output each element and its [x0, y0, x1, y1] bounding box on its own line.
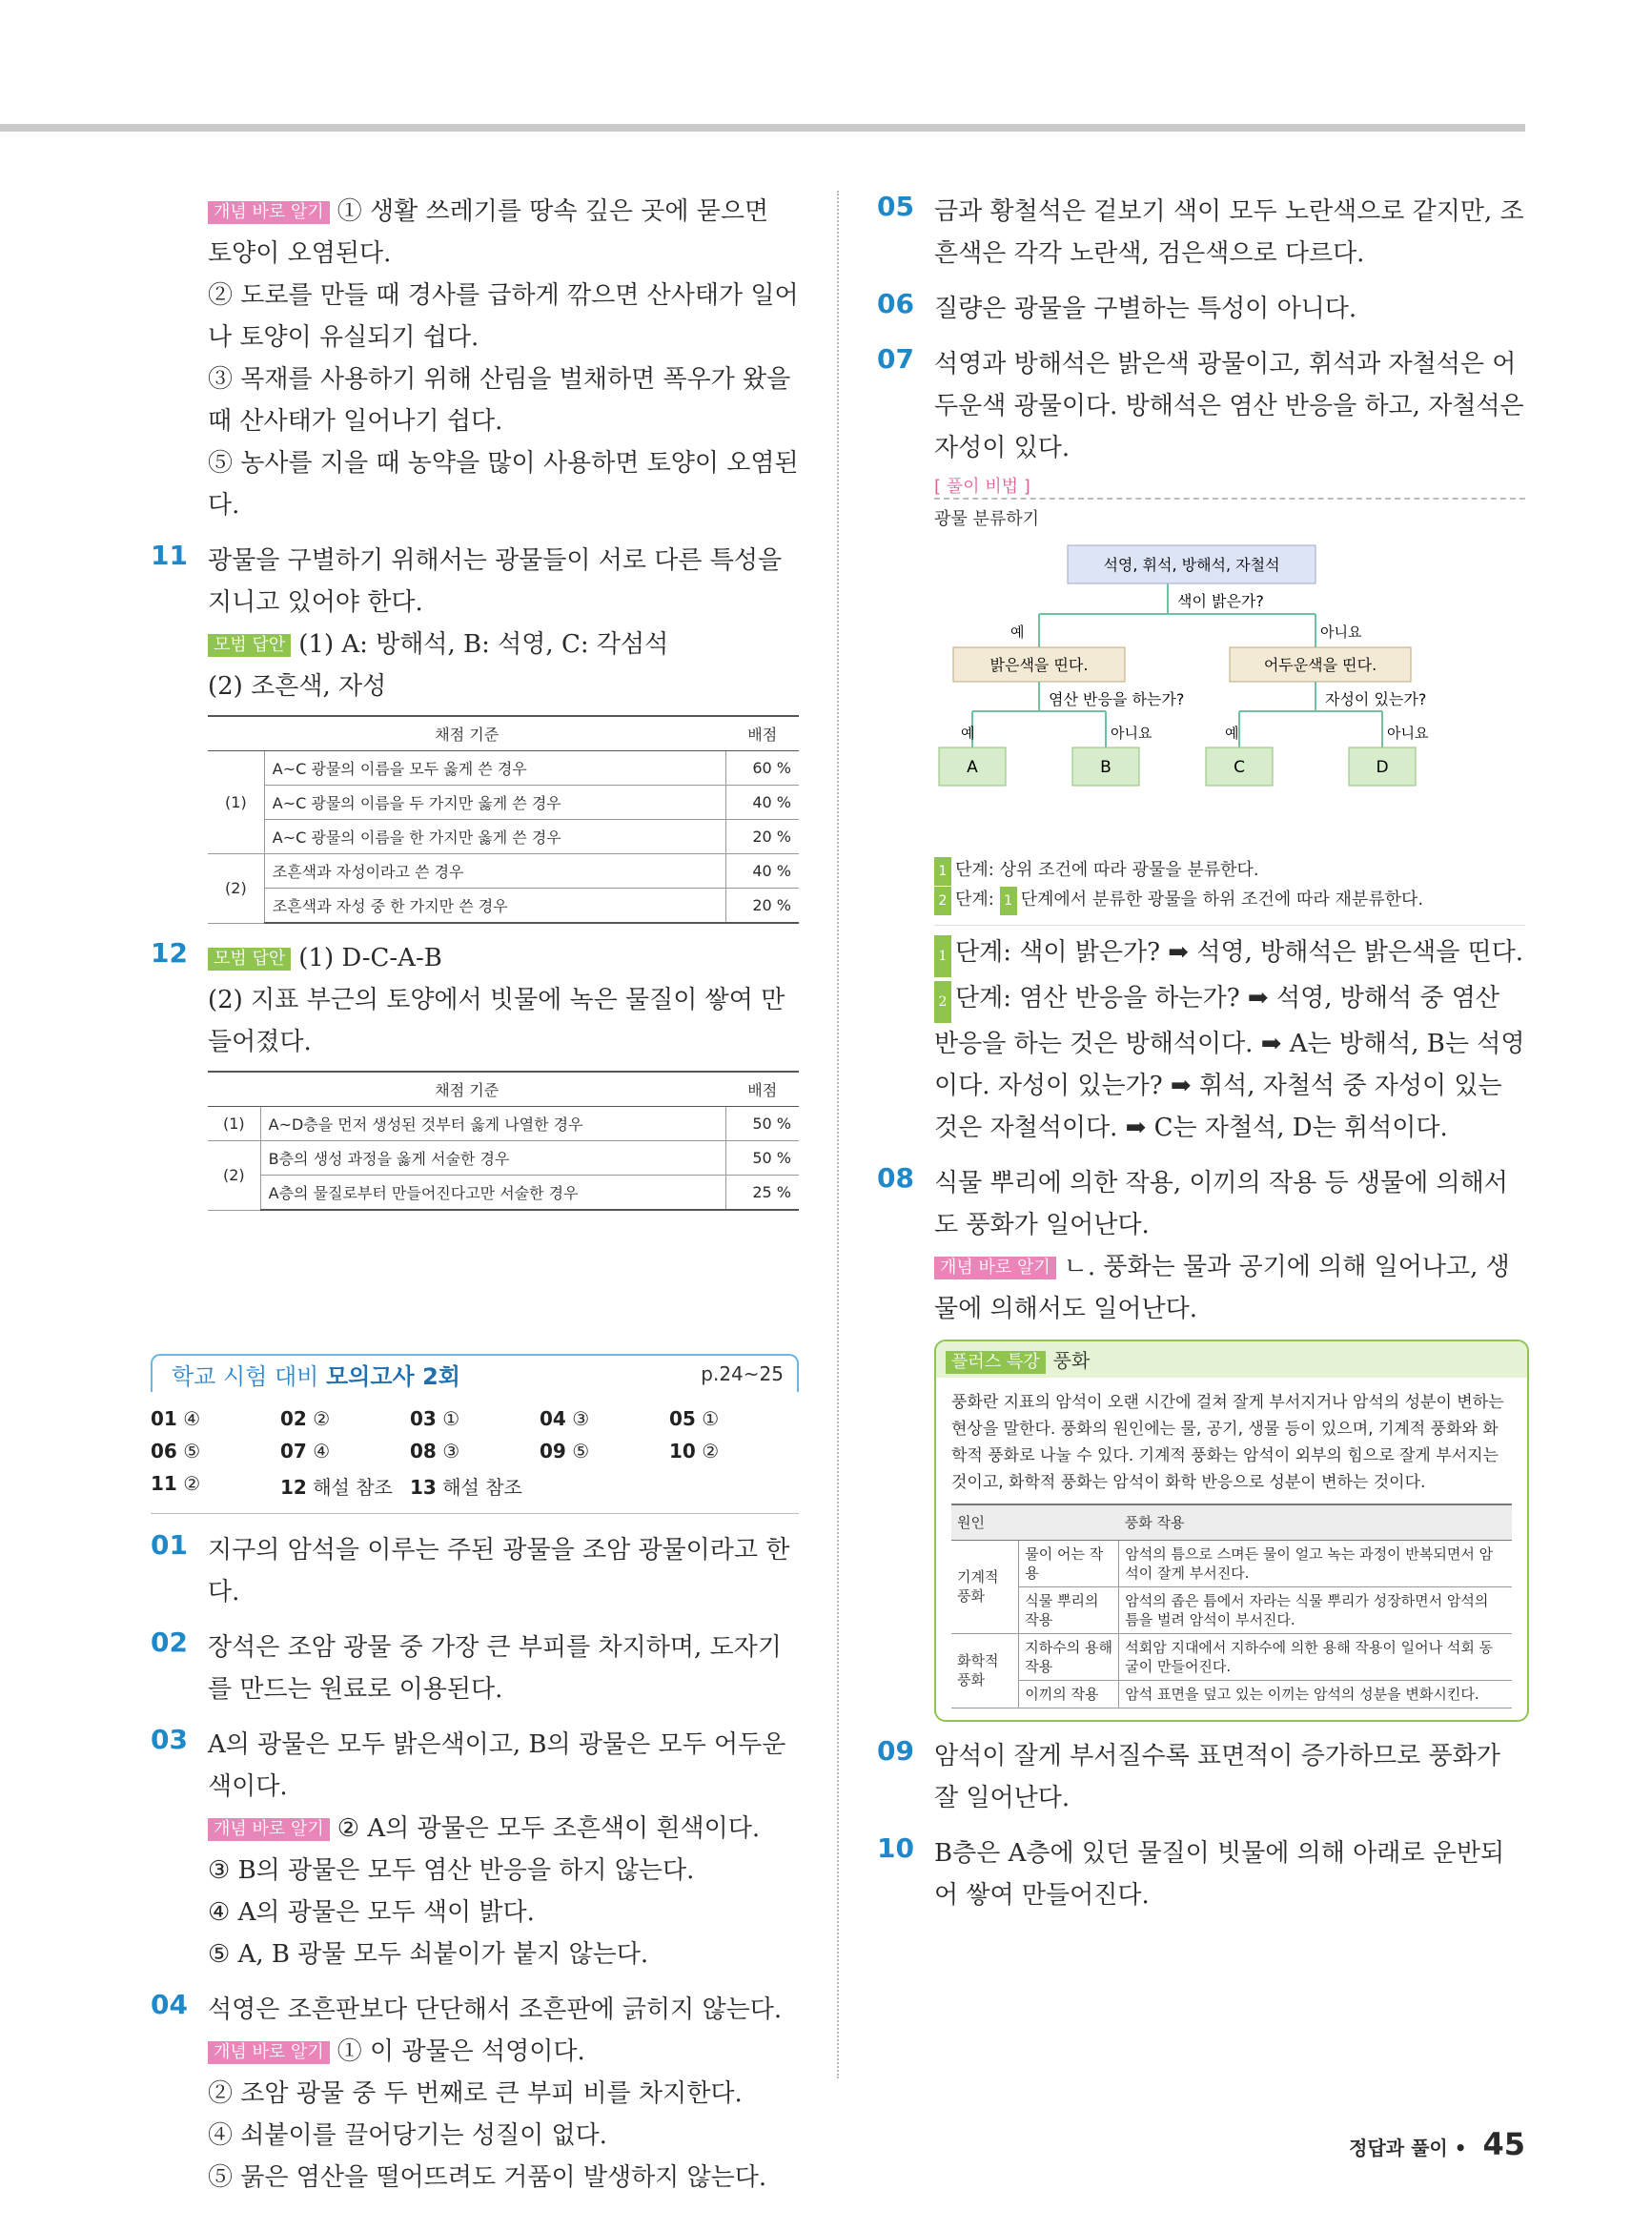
- desc-cell: 암석 표면을 덮고 있는 이끼는 암석의 성분을 변화시킨다.: [1119, 1680, 1512, 1708]
- solution-tip-subtitle: 광물 분류하기: [934, 509, 1040, 529]
- q10-text: B층은 A층에 있던 물질이 빗물에 의해 아래로 운반되어 쌓여 만들어진다.: [934, 1838, 1505, 1910]
- q08-text: 식물 뿌리에 의한 작용, 이끼의 작용 등 생물에 의해서도 풍화가 일어난다.: [934, 1169, 1508, 1239]
- answer-number: 10: [669, 1440, 696, 1463]
- step-1-line: [934, 856, 1525, 886]
- answer-number: 02: [280, 1407, 307, 1430]
- q06-text: 질량은 광물을 구별하는 특성이 아니다.: [934, 295, 1357, 323]
- cause-cell: 이끼의 작용: [1019, 1680, 1119, 1708]
- table-row: [208, 854, 799, 889]
- desc-cell: 암석의 틈으로 스며든 물이 얼고 녹는 과정이 반복되면서 암석이 잘게 부서진다.: [1119, 1540, 1512, 1586]
- answer-item: [410, 1472, 540, 1500]
- q05-number: 05: [877, 191, 914, 222]
- criteria-cell: A~D층을 먼저 생성된 것부터 옳게 나열한 경우: [260, 1107, 725, 1141]
- q11-th-score: 배점: [726, 716, 800, 751]
- mock-title: 모의고사 2회: [326, 1362, 460, 1390]
- q12-block: [151, 937, 799, 1063]
- q12-score-table: [208, 1071, 799, 1211]
- answer-number: 13: [410, 1476, 437, 1499]
- score-cell: 40 %: [726, 854, 800, 889]
- answer-number: 07: [280, 1440, 307, 1463]
- answer-item: [410, 1407, 540, 1430]
- q02-number: 02: [151, 1626, 188, 1658]
- label-b: B: [1100, 758, 1112, 777]
- score-cell: 60 %: [726, 751, 800, 786]
- step-1-badge: 1: [1000, 887, 1017, 915]
- step-1-text: 상위 조건에 따라 광물을 분류한다.: [999, 860, 1259, 880]
- answer-number: 11: [151, 1472, 177, 1495]
- yes-label: 예: [1010, 624, 1025, 641]
- answer-number: 01: [151, 1407, 177, 1430]
- q03-line5: ⑤ A, B 광물 모두 쇠붙이가 붙지 않는다.: [208, 1940, 649, 1969]
- no-label: 아니요: [1320, 624, 1362, 641]
- q04-block: [151, 1989, 799, 2199]
- plus-title: 풍화: [1052, 1349, 1091, 1372]
- desc-cell: 암석의 좁은 틈에서 자라는 식물 뿌리가 성장하면서 암석의 틈을 벌려 암석이 부서진다.: [1119, 1586, 1512, 1633]
- column-divider: [837, 191, 839, 2078]
- answer-value: ③: [442, 1440, 460, 1463]
- q10-explanation: [151, 191, 799, 526]
- step-2-text: 단계에서 분류한 광물을 하위 조건에 따라 재분류한다.: [1020, 890, 1424, 910]
- table-row: [208, 889, 799, 924]
- solution-tip-header: [ 풀이 비법 ]: [934, 473, 1525, 500]
- answer-value: 해설 참조: [442, 1476, 522, 1499]
- answer-item: [669, 1407, 799, 1430]
- q09-text: 암석이 잘게 부서질수록 표면적이 증가하므로 풍화가 잘 일어난다.: [934, 1741, 1500, 1812]
- table-row: [208, 820, 799, 854]
- q11-th-criteria: 채점 기준: [208, 716, 726, 751]
- mock-exam-header: [151, 1354, 799, 1392]
- answer-value: ④: [183, 1407, 201, 1430]
- q10-number: 10: [877, 1831, 914, 1864]
- mock-title-prefix: 학교 시험 대비: [172, 1362, 326, 1390]
- q08-block: [877, 1162, 1525, 1330]
- q11-number: 11: [151, 540, 188, 571]
- score-cell: 50 %: [726, 1107, 800, 1141]
- answer-item: [280, 1407, 410, 1430]
- q10-line5: ⑤ 농사를 지을 때 농약을 많이 사용하면 토양이 오염된다.: [208, 449, 799, 520]
- concept-tag: 개념 바로 알기: [208, 201, 330, 224]
- criteria-cell: 조흔색과 자성이라고 쓴 경우: [264, 854, 725, 889]
- answer-value: ④: [313, 1440, 331, 1463]
- concept-tag: 개념 바로 알기: [208, 1818, 330, 1841]
- q04-text: 석영은 조흔판보다 단단해서 조흔판에 긁히지 않는다.: [208, 1995, 783, 2024]
- part-cell: (1): [208, 751, 264, 854]
- cause-cell: 물이 어는 작용: [1019, 1540, 1119, 1586]
- answer-item: [151, 1472, 280, 1500]
- table-row: [208, 786, 799, 820]
- q02-text: 장석은 조암 광물 중 가장 큰 부피를 차지하며, 도자기를 만드는 원료로 이용된다.: [208, 1633, 782, 1704]
- q03-number: 03: [151, 1724, 188, 1755]
- cause-cell: 지하수의 용해 작용: [1019, 1633, 1119, 1680]
- answer-item: [410, 1440, 540, 1463]
- criteria-cell: B층의 생성 과정을 옳게 서술한 경우: [260, 1141, 725, 1176]
- q11-answer2: (2) 조흔색, 자성: [208, 672, 387, 701]
- answer-item: [151, 1440, 280, 1463]
- answer-number: 12: [280, 1476, 307, 1499]
- step-1-badge: 1: [934, 935, 951, 977]
- q04-line5: ⑤ 묽은 염산을 떨어뜨려도 거품이 발생하지 않는다.: [208, 2163, 767, 2192]
- right-column: [877, 191, 1525, 1916]
- q07-number: 07: [877, 343, 914, 375]
- mock-pages: p.24~25: [701, 1362, 784, 1385]
- step-2-badge: 2: [934, 981, 951, 1023]
- root-label: 석영, 휘석, 방해석, 자철석: [1103, 556, 1280, 574]
- label-c: C: [1234, 758, 1245, 777]
- answer-item: [280, 1472, 410, 1500]
- weathering-table: [951, 1504, 1512, 1708]
- answer-value: ①: [702, 1407, 720, 1430]
- q03-line2: ② A의 광물은 모두 조흔색이 흰색이다.: [337, 1814, 761, 1843]
- q10-line3: ③ 목재를 사용하기 위해 산림을 벌채하면 폭우가 왔을 때 산사태가 일어나기 쉽다.: [208, 365, 791, 436]
- step-2-label: 단계:: [955, 890, 1000, 910]
- q05-text: 금과 황철석은 겉보기 색이 모두 노란색으로 같지만, 조흔색은 각각 노란색, 검은색으로 다르다.: [934, 197, 1524, 268]
- answer-value: ③: [572, 1407, 590, 1430]
- table-row: [951, 1586, 1512, 1633]
- answer-number: 04: [540, 1407, 566, 1430]
- model-answer-tag: 모범 답안: [208, 948, 291, 971]
- answer-value: ②: [702, 1440, 720, 1463]
- answer-number: 08: [410, 1440, 437, 1463]
- q04-line1: ① 이 광물은 석영이다.: [337, 2037, 585, 2066]
- table-row: [208, 1176, 799, 1211]
- q10-block: [877, 1832, 1525, 1916]
- score-cell: 20 %: [726, 889, 800, 924]
- answer-value: 해설 참조: [313, 1476, 393, 1499]
- q12-th-criteria: 채점 기준: [208, 1072, 726, 1107]
- q03-line4: ④ A의 광물은 모두 색이 밝다.: [208, 1898, 535, 1927]
- step-1-badge: 1: [934, 857, 951, 886]
- answer-value: ①: [442, 1407, 460, 1430]
- group-cell: 기계적 풍화: [951, 1540, 1019, 1633]
- explanation-2: 단계: 염산 반응을 하는가? ➡ 석영, 방해석 중 염산 반응을 하는 것은 방해석이다. ➡ A는 방해석, B는 석영이다. 자성이 있는가? ➡ 휘석, 자철석 중 자성이 있는 것은 자철석이다. ➡ C는 자철석, D는 휘석이다.: [934, 984, 1525, 1142]
- plus-tag: 플러스 특강: [946, 1351, 1046, 1374]
- q11-text: 광물을 구별하기 위해서는 광물들이 서로 다른 특성을 지니고 있어야 한다.: [208, 546, 783, 617]
- q08-line1: ㄴ. 풍화는 물과 공기에 의해 일어나고, 생물에 의해서도 일어난다.: [934, 1253, 1510, 1323]
- q06-number: 06: [877, 288, 914, 319]
- q12-th-score: 배점: [726, 1072, 800, 1107]
- answer-grid: [151, 1392, 799, 1514]
- answer-number: 09: [540, 1440, 566, 1463]
- explanation-1: 단계: 색이 밝은가? ➡ 석영, 방해석은 밝은색을 띤다.: [955, 938, 1524, 967]
- left-column: [151, 191, 799, 2199]
- step-1-label: 단계:: [955, 860, 1000, 880]
- table-row: [208, 1141, 799, 1176]
- q10-line2: ② 도로를 만들 때 경사를 급하게 깎으면 산사태가 일어나 토양이 유실되기 쉽다.: [208, 281, 799, 352]
- top-rule: [0, 124, 1525, 132]
- q12-answer2: (2) 지표 부근의 토양에서 빗물에 녹은 물질이 쌓여 만들어졌다.: [208, 986, 785, 1056]
- group-cell: 화학적 풍화: [951, 1633, 1019, 1708]
- answer-item: [280, 1440, 410, 1463]
- part-cell: (2): [208, 1141, 260, 1211]
- yes-label: 예: [1225, 725, 1239, 742]
- answer-item: [669, 1440, 799, 1463]
- answer-value: ②: [183, 1472, 201, 1495]
- q01-number: 01: [151, 1529, 188, 1561]
- question-2: 염산 반응을 하는가?: [1049, 690, 1185, 708]
- cause-cell: 식물 뿌리의 작용: [1019, 1586, 1119, 1633]
- answer-item: [540, 1440, 669, 1463]
- q12-answer1: (1) D-C-A-B: [298, 944, 442, 972]
- q01-block: [151, 1529, 799, 1613]
- answer-item: [151, 1407, 280, 1430]
- score-cell: 25 %: [726, 1176, 800, 1211]
- question-1: 색이 밝은가?: [1177, 592, 1264, 610]
- answer-number: 05: [669, 1407, 696, 1430]
- q01-text: 지구의 암석을 이루는 주된 광물을 조암 광물이라고 한다.: [208, 1536, 790, 1606]
- q04-line2: ② 조암 광물 중 두 번째로 큰 부피 비를 차지한다.: [208, 2079, 743, 2108]
- table-row: [951, 1680, 1512, 1708]
- question-3: 자성이 있는가?: [1325, 690, 1427, 708]
- q05-block: [877, 191, 1525, 275]
- answer-number: 06: [151, 1440, 177, 1463]
- criteria-cell: A~C 광물의 이름을 두 가지만 옳게 쓴 경우: [264, 786, 725, 820]
- classification-diagram: [934, 538, 1468, 852]
- label-a: A: [967, 758, 978, 777]
- q07-block: [877, 343, 1525, 1149]
- light-label: 밝은색을 띤다.: [989, 656, 1089, 674]
- plus-body-text: 풍화란 지표의 암석이 오랜 시간에 걸쳐 잘게 부서지거나 암석의 성분이 변하는 현상을 말한다. 풍화의 원인에는 물, 공기, 생물 등이 있으며, 기계적 풍화와 화학적 풍화로 나눌 수 있다. 기계적 풍화는 암석이 외부의 힘으로 잘게 부서지는 것이고, 화학적 풍화는 암석이 화학 반응으로 성분이 변하는 것이다.: [951, 1392, 1504, 1492]
- part-cell: (2): [208, 854, 264, 924]
- q08-number: 08: [877, 1162, 914, 1194]
- table-row: [208, 751, 799, 786]
- table-row: [951, 1633, 1512, 1680]
- q10-line1: ① 생활 쓰레기를 땅속 깊은 곳에 묻으면 토양이 오염된다.: [208, 197, 769, 268]
- q04-number: 04: [151, 1989, 188, 2020]
- q06-block: [877, 288, 1525, 330]
- score-cell: 50 %: [726, 1141, 800, 1176]
- answer-number: 03: [410, 1407, 437, 1430]
- q12-number: 12: [151, 937, 188, 969]
- q03-text: A의 광물은 모두 밝은색이고, B의 광물은 모두 어두운색이다.: [208, 1730, 786, 1801]
- q09-number: 09: [877, 1734, 914, 1767]
- plus-lecture-box: [934, 1340, 1529, 1722]
- score-cell: 20 %: [726, 820, 800, 854]
- answer-item: [540, 1407, 669, 1430]
- footer-label: 정답과 풀이: [1349, 2137, 1448, 2159]
- criteria-cell: A~C 광물의 이름을 한 가지만 옳게 쓴 경우: [264, 820, 725, 854]
- yes-label: 예: [961, 725, 975, 742]
- q11-block: [151, 540, 799, 707]
- th-action: 풍화 작용: [1119, 1504, 1512, 1541]
- answer-value: ⑤: [572, 1440, 590, 1463]
- step-2-badge: 2: [934, 887, 951, 915]
- q03-line3: ③ B의 광물은 모두 염산 반응을 하지 않는다.: [208, 1856, 695, 1885]
- model-answer-tag: 모범 답안: [208, 634, 291, 657]
- concept-tag: 개념 바로 알기: [208, 2041, 330, 2064]
- dark-label: 어두운색을 띤다.: [1263, 656, 1377, 674]
- page-footer: 정답과 풀이 • 45: [1349, 2126, 1525, 2162]
- page-number: 45: [1482, 2126, 1525, 2162]
- q11-score-table: [208, 715, 799, 924]
- criteria-cell: A층의 물질로부터 만들어진다고만 서술한 경우: [260, 1176, 725, 1211]
- label-d: D: [1376, 758, 1389, 777]
- criteria-cell: A~C 광물의 이름을 모두 옳게 쓴 경우: [264, 751, 725, 786]
- table-row: [951, 1540, 1512, 1586]
- q03-block: [151, 1724, 799, 1975]
- step-2-line: [934, 886, 1525, 915]
- criteria-cell: 조흔색과 자성 중 한 가지만 쓴 경우: [264, 889, 725, 924]
- desc-cell: 석회암 지대에서 지하수에 의한 용해 작용이 일어나 석회 동굴이 만들어진다.: [1119, 1633, 1512, 1680]
- answer-value: ②: [313, 1407, 331, 1430]
- part-cell: (1): [208, 1107, 260, 1141]
- no-label: 아니요: [1387, 725, 1429, 742]
- q04-line4: ④ 쇠붙이를 끌어당기는 성질이 없다.: [208, 2121, 607, 2150]
- q02-block: [151, 1626, 799, 1710]
- no-label: 아니요: [1111, 725, 1152, 742]
- score-cell: 40 %: [726, 786, 800, 820]
- q07-text: 석영과 방해석은 밝은색 광물이고, 휘석과 자철석은 어두운색 광물이다. 방해석은 염산 반응을 하고, 자철석은 자성이 있다.: [934, 350, 1524, 462]
- th-cause: 원인: [951, 1504, 1119, 1541]
- q09-block: [877, 1735, 1525, 1819]
- q11-answer1: (1) A: 방해석, B: 석영, C: 각섬석: [298, 630, 669, 659]
- concept-tag: 개념 바로 알기: [934, 1257, 1056, 1279]
- table-row: [208, 1107, 799, 1141]
- answer-value: ⑤: [183, 1440, 201, 1463]
